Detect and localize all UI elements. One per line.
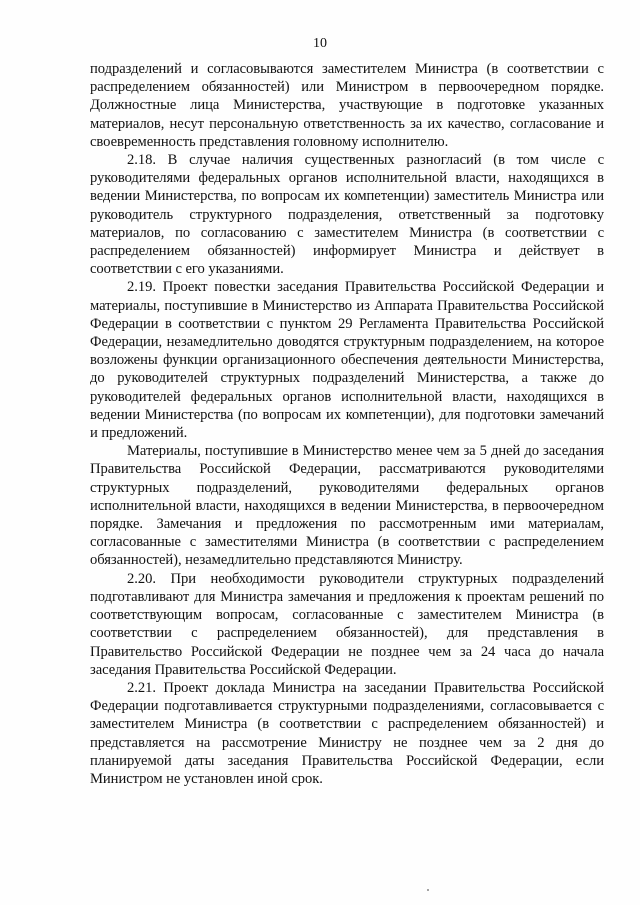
paragraph-2-21: 2.21. Проект доклада Министра на заседании Правительства Российской Федерации подготавливается структурными подразделениями, согласовывается с заместителем Министра (в соответствии с распределением обязанностей) и представляется на рассмотрение Министру не позднее чем за 2 дня до планируемой даты заседания Правительства Российской Федерации, если Министром не установлен иной срок. [90, 679, 604, 787]
paragraph-2-18: 2.18. В случае наличия существенных разногласий (в том числе с руководителями федеральных органов исполнительной власти, находящихся в ведении Министерства, по вопросам их компетенции) заместитель Министра или руководитель структурного подразделения, ответственный за подготовку материалов, по согласованию с заместителем Министра (в соответствии с распределением обязанностей) информирует Министра и действует в соответствии с его указаниями. [90, 152, 604, 278]
paragraph-2-19: 2.19. Проект повестки заседания Правительства Российской Федерации и материалы, поступившие в Министерство из Аппарата Правительства Российской Федерации в соответствии с пунктом 29 Регламента Правительства Российской Федерации, незамедлительно доводятся структурным подразделением, на которое возложены функции организационного обеспечения деятельности Министерства, до руководителей структурных подразделений Министерства, а также до руководителей федеральных органов исполнительной власти, находящихся в ведении Министерства (по вопросам их компетенции), для подготовки замечаний и предложений. [90, 279, 604, 442]
document-body [90, 60, 604, 788]
scan-speck [427, 889, 429, 891]
page-number: 10 [313, 36, 327, 51]
paragraph-2-20: 2.20. При необходимости руководители структурных подразделений подготавливают для Министра замечания и предложения к проектам решений по соответствующим вопросам, согласованные с заместителем Министра (в соответствии с распределением обязанностей), для представления в Правительство Российской Федерации не позднее чем за 24 часа до начала заседания Правительства Российской Федерации. [90, 570, 604, 678]
paragraph-2-19-materials: Материалы, поступившие в Министерство менее чем за 5 дней до заседания Правительства Российской Федерации, рассматриваются руководителями структурных подразделений, руководителями федеральных органов исполнительной власти, находящихся в ведении Министерства, в первоочередном порядке. Замечания и предложения по рассмотренным ими материалам, согласованные с заместителями Министра (в соответствии с распределением обязанностей), незамедлительно представляются Министру. [90, 443, 604, 569]
paragraph-continuation: подразделений и согласовываются заместителем Министра (в соответствии с распределением обязанностей) или Министром в первоочередном порядке. Должностные лица Министерства, участвующие в подготовке указанных материалов, несут персональную ответственность за их качество, согласование и своевременность представления головному исполнителю. [90, 61, 604, 150]
